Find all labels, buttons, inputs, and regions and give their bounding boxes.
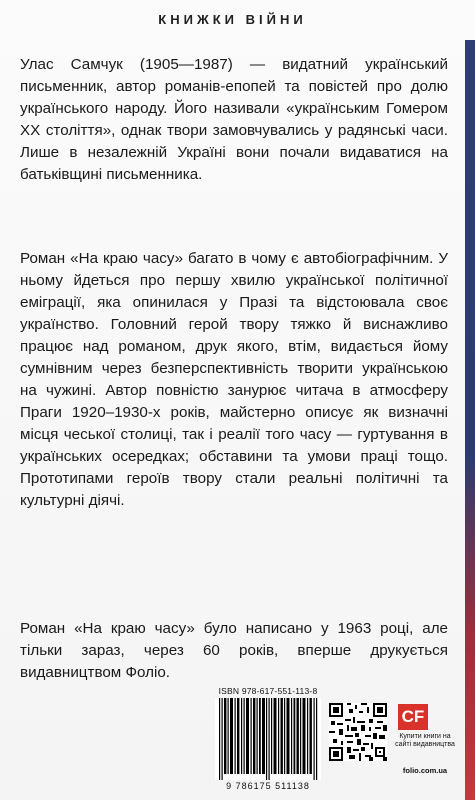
isbn-label: ISBN 978-617-551-113-8 [218,686,318,696]
buy-books-text: Купити книги на сайті видавництва [395,733,455,748]
publication-note-paragraph: Роман «На краю часу» було написано у 1963 році, але тільки зараз, через 60 років, вперше друкується видавництвом Фоліо. [20,620,448,681]
barcode-number: 9 786175 511138 [226,781,310,791]
publisher-website-link[interactable]: folio.com.ua [402,766,448,775]
novel-description-paragraph: Роман «На краю часу» багато в чому є автобіографічним. У ньому йдеться про першу хвилю української політичної еміграції, яка опинилася у Празі та відстоювала своє українство. Головний герой твору тяжко й виснажливо працює над романом, друк якого, втім, видається йому сумнівним через безперспективність творити українською на чужині. Автор повністю занурює читача в атмосферу Праги 1920–1930-х років, майстерно описує як визначні місця чеської столиці, так і реалії того часу — гуртування в українських осередках; обставини та умови праці тощо. Прототипами героїв твору стали реальні політичні та культурні діячі. [20,250,448,509]
cover-edge-strip [465,40,475,800]
barcode-block [214,686,322,791]
publisher-logo: CF [398,704,428,730]
series-title: КНИЖКИ ВІЙНИ [158,12,307,27]
barcode-image [215,698,321,780]
author-bio-paragraph: Улас Самчук (1905—1987) — видатний український письменник, автор романів-епопей та повістей про долю українського народу. Його називали «українським Гомером XX століття», однак твори замовчувались у радянські часи. Лише в незалежній Україні вони почали видаватися на батьківщині письменника. [20,56,448,183]
qr-code-icon[interactable] [329,703,387,761]
